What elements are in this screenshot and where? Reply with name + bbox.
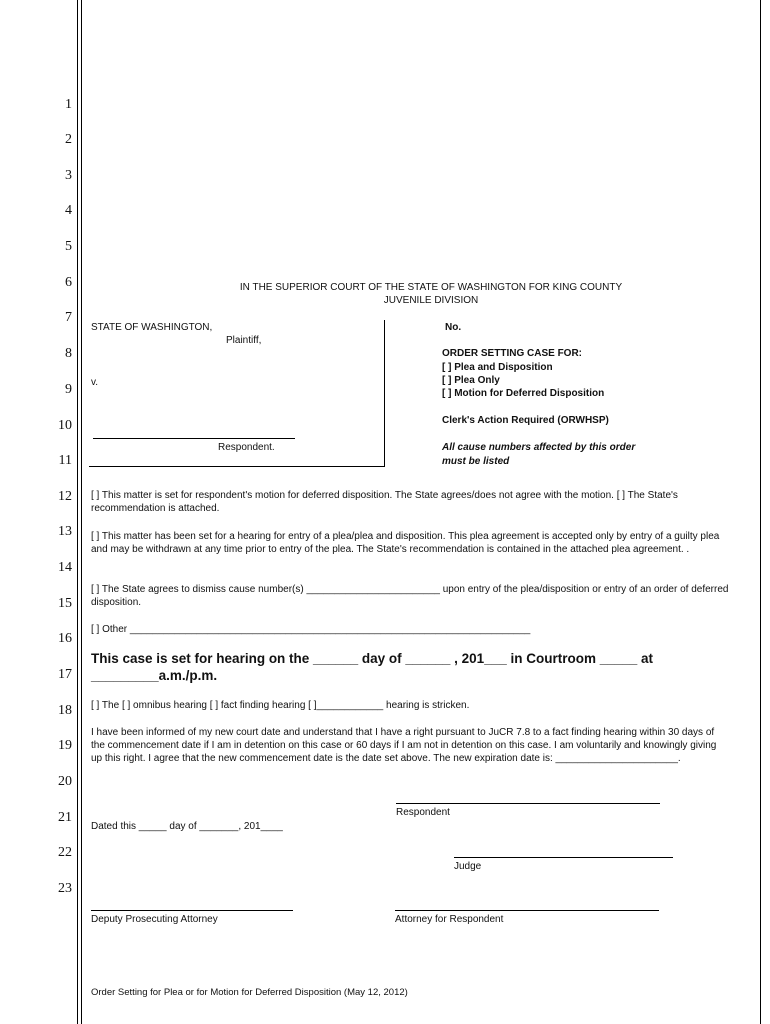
line-number: 19	[58, 738, 72, 753]
line-number: 11	[58, 453, 72, 468]
plaintiff-name: STATE OF WASHINGTON,	[91, 322, 213, 333]
form-footer: Order Setting for Plea or for Motion for Deferred Disposition (May 12, 2012)	[91, 987, 408, 998]
line-number: 16	[58, 631, 72, 646]
line-number: 23	[58, 881, 72, 896]
clerk-action: Clerk's Action Required (ORWHSP)	[442, 415, 609, 426]
line-number: 3	[65, 168, 72, 183]
dpa-signature-line	[91, 910, 293, 911]
stricken-line: [ ] The [ ] omnibus hearing [ ] fact finding hearing [ ]____________ hearing is stricken.	[91, 700, 470, 711]
margin-rule-right	[760, 0, 761, 1024]
order-title: ORDER SETTING CASE FOR:	[442, 348, 583, 359]
line-number: 5	[65, 239, 72, 254]
respondent-role: Respondent.	[218, 442, 275, 453]
option-plea-only: [ ] Plea Only	[442, 375, 500, 386]
line-number: 20	[58, 774, 72, 789]
cause-note-line2: must be listed	[442, 456, 510, 467]
line-number: 2	[65, 132, 72, 147]
attorney-signature-line	[395, 910, 659, 911]
option-plea-disposition: [ ] Plea and Disposition	[442, 362, 553, 373]
line-number: 21	[58, 810, 72, 825]
hearing-line1: This case is set for hearing on the ______ day of ______ , 201___ in Courtroom _____ at	[91, 651, 653, 666]
other-line: [ ] Other ________________________________________________________________________	[91, 624, 531, 635]
line-number: 14	[58, 560, 72, 575]
para-dismiss: [ ] The State agrees to dismiss cause number(s) ________________________ upon entry of the plea/disposition or entry of an order of deferred disposition.	[91, 584, 729, 608]
line-number: 10	[58, 418, 72, 433]
judge-signature-label: Judge	[454, 861, 482, 872]
line-number: 12	[58, 489, 72, 504]
plaintiff-role: Plaintiff,	[226, 335, 262, 346]
respondent-signature-label: Respondent	[396, 807, 450, 818]
line-number: 1	[65, 97, 72, 112]
line-number: 4	[65, 203, 72, 218]
case-number-label: No.	[445, 322, 462, 333]
hearing-line2: _________a.m./p.m.	[91, 668, 218, 683]
line-number: 18	[58, 703, 72, 718]
line-number: 7	[65, 310, 72, 325]
court-division: JUVENILE DIVISION	[383, 295, 479, 306]
line-number: 13	[58, 524, 72, 539]
respondent-signature-line	[396, 803, 660, 804]
line-number: 15	[58, 596, 72, 611]
option-deferred: [ ] Motion for Deferred Disposition	[442, 388, 605, 399]
line-number: 6	[65, 275, 72, 290]
line-number: 8	[65, 346, 72, 361]
cause-note-line1: All cause numbers affected by this order	[442, 442, 636, 453]
para-plea-hearing: [ ] This matter has been set for a hearing for entry of a plea/plea and disposition. This plea agreement is accepted only by entry of a guilty plea and may be withdrawn at any time prior to entry of the plea. The State's recommendation is contained in the attached plea agreement. .	[91, 531, 720, 555]
respondent-name-line	[93, 438, 295, 439]
line-number: 9	[65, 382, 72, 397]
informed-paragraph: I have been informed of my new court date and understand that I have a right pursuant to JuCR 7.8 to a fact finding hearing within 30 days of the commencement date if I am in detention on this case or 60 days if I am not in detention on this case. I am voluntarily and knowingly giving up this right. I agree that the new commencement date is the date set above. The new expiration date is: ______________________.	[91, 727, 717, 764]
para-deferred-motion: [ ] This matter is set for respondent's motion for deferred disposition. The State agrees/does not agree with the motion. [ ] The State's recommendation is attached.	[91, 490, 678, 514]
attorney-signature-label: Attorney for Respondent	[395, 914, 504, 925]
margin-rule-outer	[77, 0, 78, 1024]
dated-line: Dated this _____ day of _______, 201____	[91, 821, 283, 832]
judge-signature-line	[454, 857, 673, 858]
line-number: 22	[58, 845, 72, 860]
margin-rule-inner	[81, 0, 82, 1024]
versus: v.	[91, 377, 99, 388]
line-number: 17	[58, 667, 72, 682]
dpa-signature-label: Deputy Prosecuting Attorney	[91, 914, 218, 925]
caption-divider	[384, 320, 385, 467]
court-heading: IN THE SUPERIOR COURT OF THE STATE OF WASHINGTON FOR KING COUNTY	[239, 282, 623, 293]
caption-bottom-rule	[89, 466, 385, 467]
